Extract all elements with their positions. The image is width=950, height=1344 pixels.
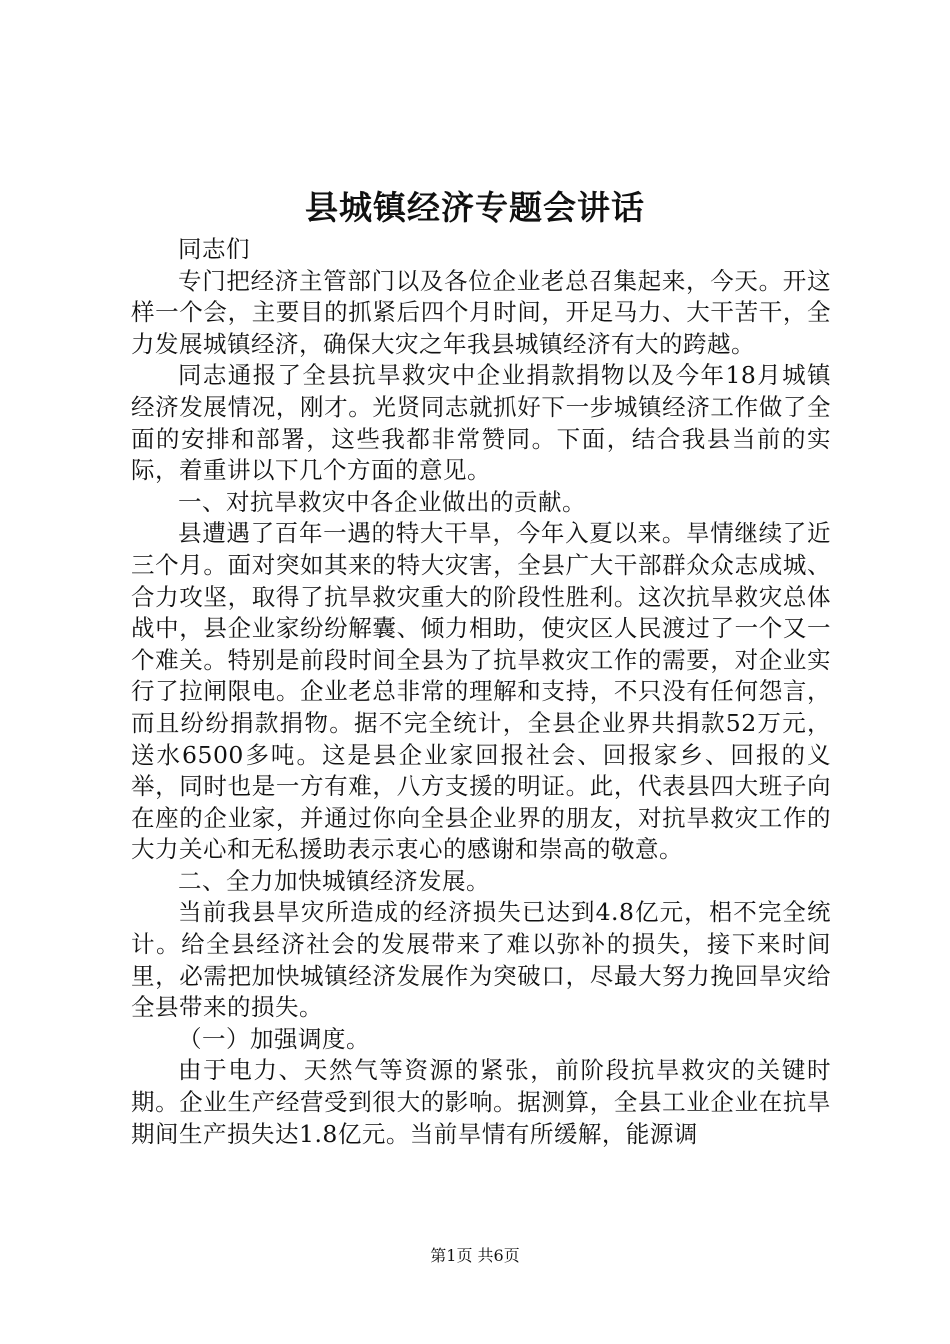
- page-number-footer: 第1页 共6页: [430, 1246, 520, 1265]
- paragraph: 同志通报了全县抗旱救灾中企业捐款捐物以及今年18月城镇经济发展情况，刚才。光贤同志就抓好下一步城镇经济工作做了全面的安排和部署，这些我都非常赞同。下面，结合我县当前的实际，着重讲以下几个方面的意见。: [131, 361, 831, 485]
- section-heading: 二、全力加快城镇经济发展。: [178, 866, 490, 895]
- paragraph: 由于电力、天然气等资源的紧张，前阶段抗旱救灾的关键时期。企业生产经营受到很大的影响。据测算，全县工业企业在抗旱期间生产损失达1.8亿元。当前旱情有所缓解，能源调: [131, 1056, 831, 1148]
- section-heading: 一、对抗旱救灾中各企业做出的贡献。: [178, 487, 586, 516]
- paragraph: 当前我县旱灾所造成的经济损失已达到4.8亿元，梠不完全统计。给全县经济社会的发展带来了难以弥补的损失，接下来时间里，必需把加快城镇经济发展作为突破口，尽最大努力挽回旱灾给全县带来的损失。: [131, 898, 831, 1022]
- document-body: [131, 234, 831, 1150]
- paragraph: 专门把经济主管部门以及各位企业老总召集起来，今天。开这样一个会，主要目的抓紧后四个月时间，开足马力、大干苦干，全力发展城镇经济，确保大灾之年我县城镇经济有大的跨越。: [131, 266, 831, 358]
- subsection-heading: （一）加强调度。: [178, 1024, 370, 1053]
- paragraph: 县遭遇了百年一遇的特大干旱，今年入夏以来。旱情继续了近三个月。面对突如其来的特大灾害，全县广大干部群众众志成城、合力攻坚，取得了抗旱救灾重大的阶段性胜利。这次抗旱救灾总体战中，县企业家纷纷解囊、倾力相助，使灾区人民渡过了一个又一个难关。特别是前段时间全县为了抗旱救灾工作的需要，对企业实行了拉闸限电。企业老总非常的理解和支持，不只没有任何怨言，而且纷纷捐款捐物。据不完全统计，全县企业界共捐款52万元，送水6500多吨。这是县企业家回报社会、回报家乡、回报的义举，同时也是一方有难，八方支援的明证。此，代表县四大班子向在座的企业家，并通过你向全县企业界的朋友，对抗旱救灾工作的大力关心和无私援助表示衷心的感谢和崇高的敬意。: [131, 519, 831, 864]
- salutation: 同志们: [178, 235, 250, 263]
- document-title: 县城镇经济专题会讲话: [305, 188, 645, 227]
